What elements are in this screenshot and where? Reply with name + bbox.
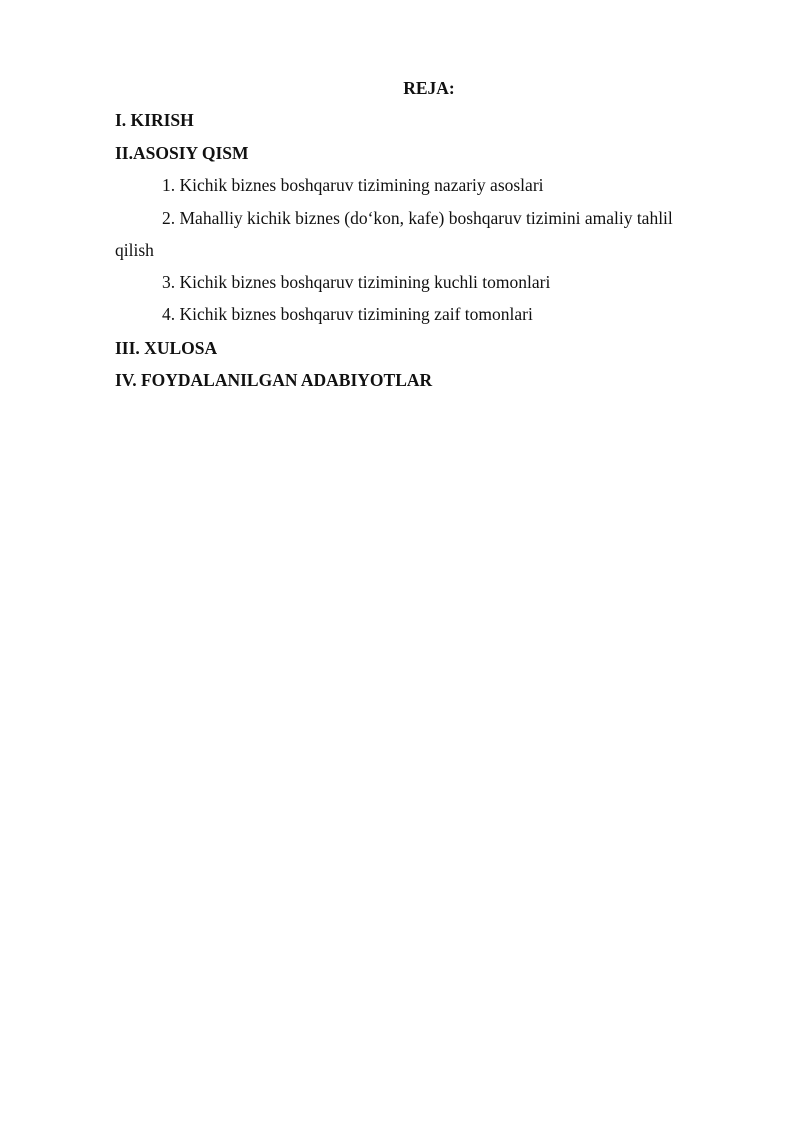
list-item-3: 3. Kichik biznes boshqaruv tizimining kuchli tomonlari bbox=[162, 272, 551, 292]
list-item-2: 2. Mahalliy kichik biznes (do‘kon, kafe) boshqaruv tizimini amaliy tahlil bbox=[162, 208, 673, 228]
section-heading-asosiy-qism: II.ASOSIY QISM bbox=[115, 143, 249, 163]
list-item-4: 4. Kichik biznes boshqaruv tizimining zaif tomonlari bbox=[162, 304, 533, 324]
section-heading-kirish: I. KIRISH bbox=[115, 110, 194, 130]
page-title: REJA: bbox=[403, 78, 455, 98]
section-heading-xulosa: III. XULOSA bbox=[115, 338, 218, 358]
section-heading-foydalanilgan-adabiyotlar: IV. FOYDALANILGAN ADABIYOTLAR bbox=[115, 370, 433, 390]
list-item-1: 1. Kichik biznes boshqaruv tizimining nazariy asoslari bbox=[162, 175, 544, 195]
list-item-2-continuation: qilish bbox=[115, 240, 154, 260]
